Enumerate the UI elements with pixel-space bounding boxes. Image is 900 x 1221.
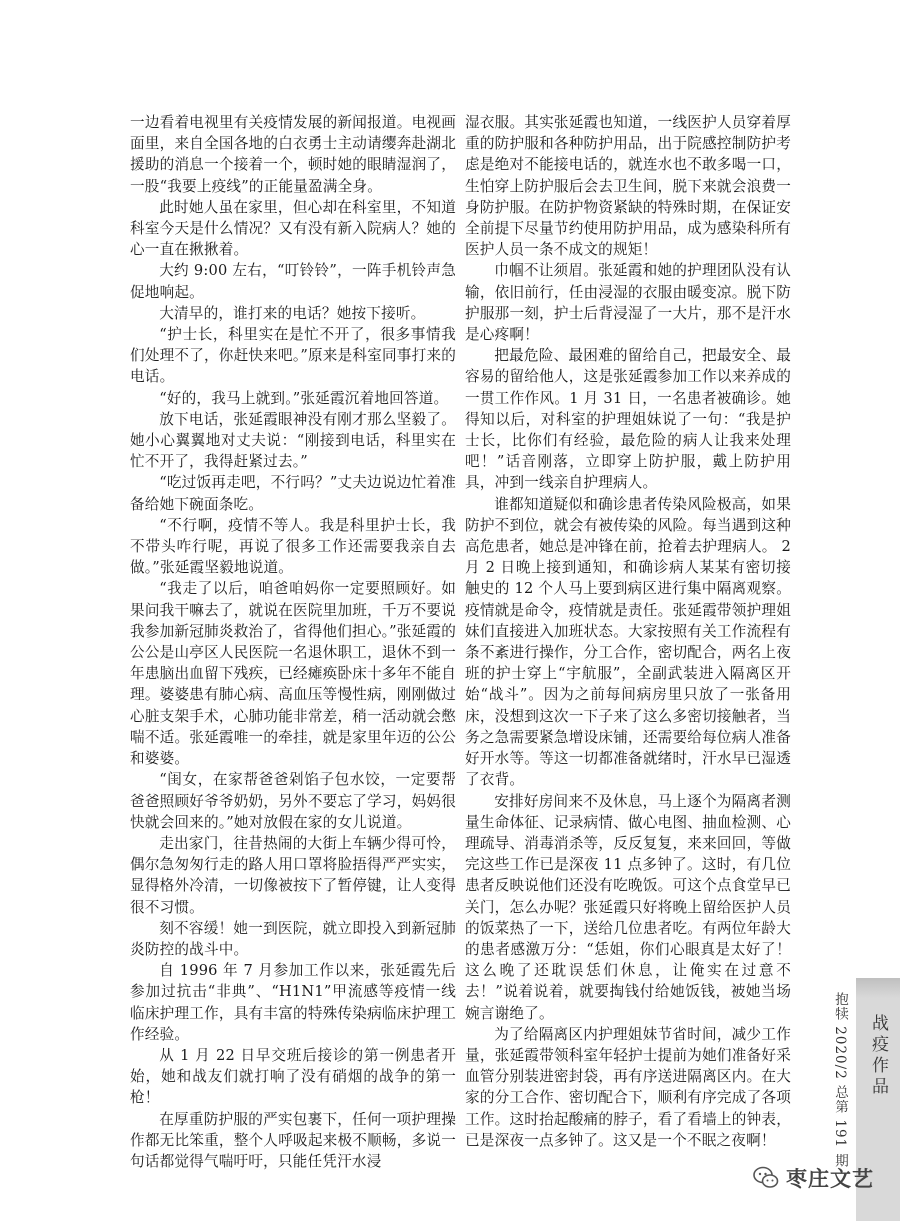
- paragraph: 把最危险、最困难的留给自己，把最安全、最容易的留给他人，这是张延霞参加工作以来养成的一贯工作作风。1 月 31 日，一名患者被确诊。她得知以后，对科室的护理姐妹说了一句：“我是护士长，比你们有经验，最危险的病人让我来处理吧！”话音刚落，立即穿上防护服，戴上防护用具，冲到一线亲自护理病人。: [465, 347, 791, 492]
- paragraph: 一边看着电视里有关疫情发展的新闻报道。电视画面里，来自全国各地的白衣勇士主动请缨奔赴湖北援助的消息一个接着一个，顿时她的眼睛湿润了，一股“我要上疫线”的正能量盈满全身。: [130, 114, 456, 195]
- paragraph: 从 1 月 22 日早交班后接诊的第一例患者开始，她和战友们就打响了没有硝烟的战争的第一枪！: [130, 1046, 456, 1107]
- paragraph: “我走了以后，咱爸咱妈你一定要照顾好。如果问我干嘛去了，就说在医院里加班，千万不要说我参加新冠肺炎救治了，省得他们担心。”张延霞的公公是山亭区人民医院一名退休职工，退休不到一年患脑出血留下残疾，已经瘫痪卧床十多年不能自理。婆婆患有肺心病、高血压等慢性病，刚刚做过心脏支架手术，心肺功能非常差，稍一活动就会憋喘不适。张延霞唯一的牵挂，就是家里年迈的公公和婆婆。: [130, 580, 456, 768]
- watermark-text: 枣庄文艺: [786, 1167, 874, 1191]
- paragraph: 为了给隔离区内护理姐妹节省时间，减少工作量，张延霞带领科室年轻护士提前为她们准备好采血管分别装进密封袋，再有序送进隔离区内。在大家的分工合作、密切配合下，顺利有序完成了各项工作。这时抬起酸痛的脖子，看了看墙上的钟表，已是深夜一点多钟了。这又是一个不眠之夜啊！: [465, 1025, 791, 1149]
- paragraph: 自 1996 年 7 月参加工作以来，张延霞先后参加过抗击“非典”、“H1N1”甲流感等疫情一线临床护理工作，具有丰富的特殊传染病临床护理工作经验。: [130, 962, 456, 1043]
- paragraph: 在厚重防护服的严实包裹下，任何一项护理操作都无比笨重，整个人呼吸起来极不顺畅，多说一句话都觉得气喘吁吁，只能任凭汗水浸: [130, 1110, 456, 1170]
- paragraph: 大清早的，谁打来的电话？她按下接听。: [159, 304, 426, 322]
- paragraph: 刻不容缓！她一到医院，就立即投入到新冠肺炎防控的战斗中。: [130, 919, 456, 958]
- issue-info: 抱犊 2020/2 总第 191 期: [832, 992, 848, 1168]
- paragraph: “好的，我马上就到。”张延霞沉着地回答道。: [159, 389, 449, 407]
- paragraph: 此时她人虽在家里，但心却在科室里，不知道科室今天是什么情况？又有没有新入院病人？她的心一直在揪揪着。: [130, 198, 456, 259]
- paragraph: “闺女，在家帮爸爸剁馅子包水饺，一定要帮爸爸照顾好爷爷奶奶，另外不要忘了学习，妈妈很快就会回来的。”她对放假在家的女儿说道。: [130, 771, 456, 831]
- paragraph: “吃过饭再走吧，不行吗？”丈夫边说边忙着准备给她下碗面条吃。: [130, 474, 456, 513]
- paragraph: 走出家门，往昔热闹的大街上车辆少得可怜，偶尔急匆匆行走的路人用口罩将脸捂得严严实实，显得格外冷清，一切像被按下了暂停键，让人变得很不习惯。: [130, 834, 456, 916]
- wechat-icon: [752, 1164, 780, 1192]
- paragraph: “护士长，科里实在是忙不开了，很多事情我们处理不了，你赶快来吧。”原来是科室同事打来的电话。: [130, 326, 456, 386]
- paragraph: 湿衣服。其实张延霞也知道，一线医护人员穿着厚重的防护服和各种防护用品，出于院感控制防护考虑是绝对不能接电话的，就连水也不敢多喝一口，生怕穿上防护服后会去卫生间，脱下来就会浪费一身防护服。在防护物资紧缺的特殊时期，在保证安全前提下尽量节约使用防护用品，成为感染科所有医护人员一条不成文的规矩！: [465, 114, 791, 259]
- left-column: [130, 112, 456, 1172]
- paragraph: 放下电话，张延霞眼神没有刚才那么坚毅了。她小心翼翼地对丈夫说：“刚接到电话，科里实在忙不开了，我得赶紧过去。”: [130, 410, 456, 471]
- paragraph: 大约 9:00 左右，“叮铃铃”，一阵手机铃声急促地响起。: [130, 262, 456, 301]
- paragraph: “不行啊，疫情不等人。我是科里护士长，我不带头咋行呢，再说了很多工作还需要我亲自去做。”张延霞坚毅地说道。: [130, 516, 456, 577]
- source-watermark: [752, 1158, 892, 1198]
- paragraph: 安排好房间来不及休息，马上逐个为隔离者测量生命体征、记录病情、做心电图、抽血检测、心理疏导、消毒消杀等，反反复复，来来回回，等做完这些工作已是深夜 11 点多钟了。这时，有几位患者反映说他们还没有吃晚饭。可这个点食堂早已关门，怎么办呢？张延霞只好将晚上留给医护人员的饭菜热了一下，送给几位患者吃。有两位年龄大的患者感激万分：“恁姐，你们心眼真是太好了！这么晚了还耽误恁们休息，让俺实在过意不去！”说着说着，就要掏钱付给她饭钱，被她当场婉言谢绝了。: [465, 792, 791, 1022]
- paragraph: 谁都知道疑似和确诊患者传染风险极高，如果防护不到位，就会有被传染的风险。每当遇到这种高危患者，她总是冲锋在前，抢着去护理病人。 2 月 2 日晚上接到通知，和确诊病人某某有密切接触史的 12 个人马上要到病区进行集中隔离观察。疫情就是命令，疫情就是责任。张延霞带领护理姐妹们直接进入加班状态。大家按照有关工作流程有条不紊进行操作，分工合作，密切配合，两名上夜班的护士穿上“宇航服”，全副武装进入隔离区开始“战斗”。因为之前每间病房里只放了一张备用床，没想到这次一下子来了这么多密切接触者，当务之急需要紧急增设床铺，还需要给每位病人准备好开水等。等这一切都准备就绪时，汗水早已湿透了衣背。: [465, 495, 791, 789]
- paragraph: 巾帼不让须眉。张延霞和她的护理团队没有认输，依旧前行，任由浸湿的衣服由暖变凉。脱下防护服那一刻，护士后背浸湿了一大片，那不是汗水是心疼啊！: [465, 262, 791, 344]
- section-title: 战疫作品: [868, 1014, 888, 1098]
- section-tab-fold: [856, 978, 900, 998]
- right-column: [465, 112, 791, 1151]
